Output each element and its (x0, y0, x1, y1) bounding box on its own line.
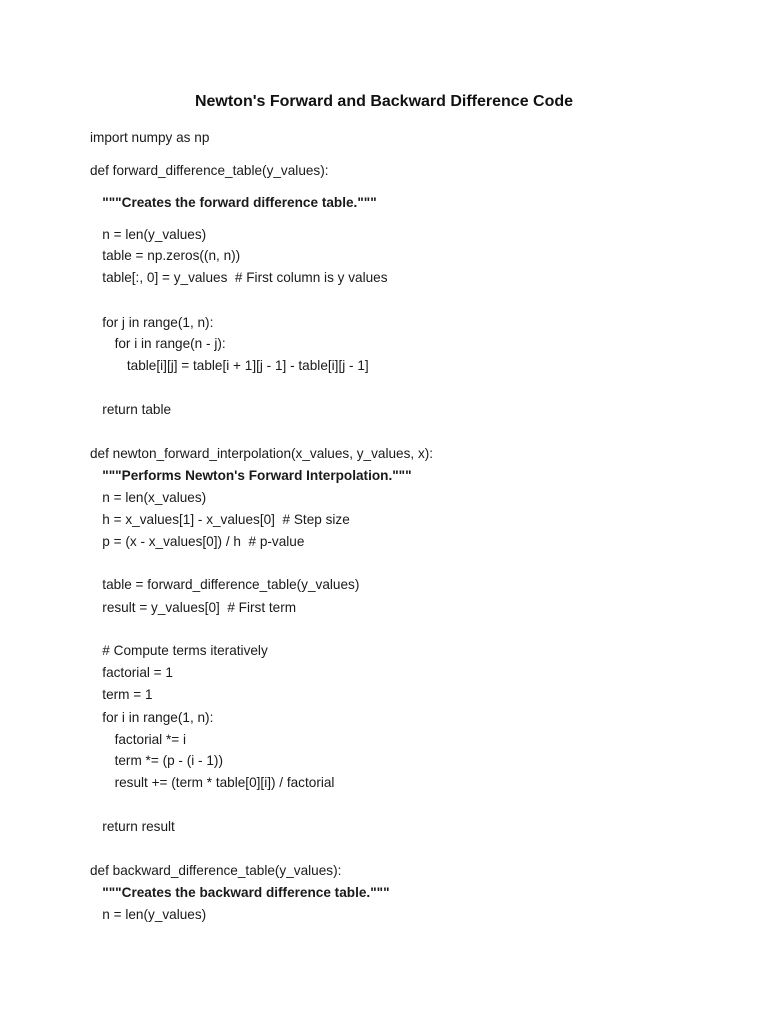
code-line: result += (term * table[0][i]) / factorial (114, 775, 335, 790)
code-line: return table (102, 402, 172, 417)
code-line: table[:, 0] = y_values # First column is y values (102, 270, 388, 285)
code-line: # Compute terms iteratively (102, 643, 268, 658)
code-line: import numpy as np (90, 130, 210, 145)
code-line: def newton_forward_interpolation(x_values, y_values, x): (90, 446, 434, 461)
code-line: table = forward_difference_table(y_values) (102, 577, 360, 592)
code-line: result = y_values[0] # First term (102, 600, 297, 615)
code-line: def forward_difference_table(y_values): (90, 163, 329, 178)
code-line: term = 1 (102, 687, 153, 702)
code-line: """Creates the forward difference table.""" (102, 195, 377, 210)
code-line: n = len(y_values) (102, 227, 207, 242)
code-line: for i in range(n - j): (114, 336, 226, 351)
code-line: factorial = 1 (102, 665, 173, 680)
code-line: """Creates the backward difference table.""" (102, 885, 390, 900)
code-line: factorial *= i (114, 732, 186, 747)
code-line: for i in range(1, n): (102, 710, 214, 725)
code-line: for j in range(1, n): (102, 315, 214, 330)
code-line: h = x_values[1] - x_values[0] # Step size (102, 512, 350, 527)
code-line: table = np.zeros((n, n)) (102, 248, 241, 263)
code-line: """Performs Newton's Forward Interpolation.""" (102, 468, 412, 483)
code-line: term *= (p - (i - 1)) (114, 753, 223, 768)
code-line: p = (x - x_values[0]) / h # p-value (102, 534, 305, 549)
code-line: table[i][j] = table[i + 1][j - 1] - table[i][j - 1] (126, 358, 369, 373)
code-line: return result (102, 819, 175, 834)
document-title: Newton's Forward and Backward Difference Code (194, 93, 574, 110)
code-line: n = len(y_values) (102, 907, 207, 922)
code-line: n = len(x_values) (102, 490, 207, 505)
code-line: def backward_difference_table(y_values): (90, 863, 342, 878)
